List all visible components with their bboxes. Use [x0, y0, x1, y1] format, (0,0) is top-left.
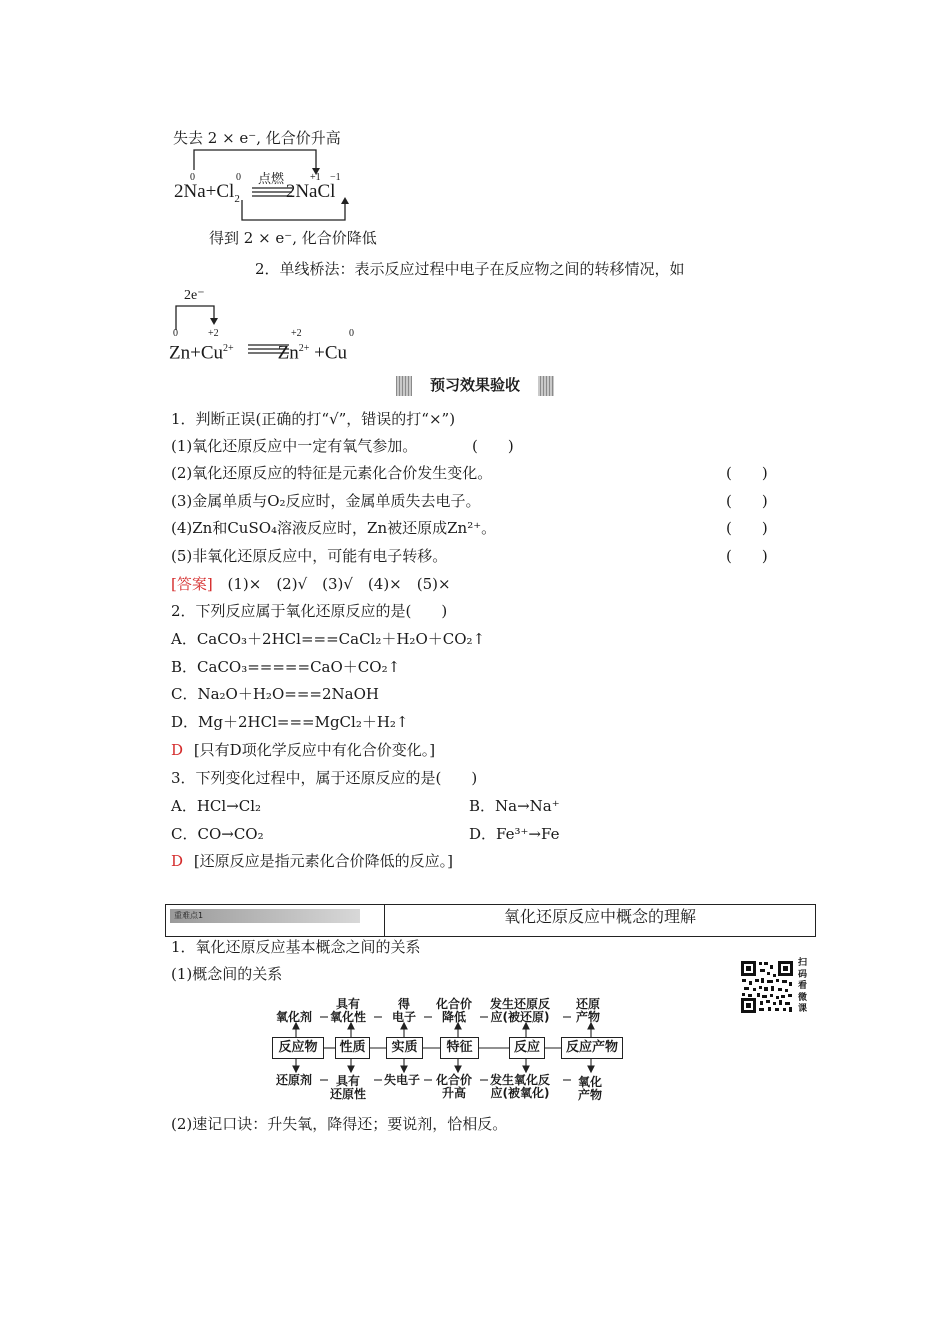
answer-text: (1)× (2)√ (3)√ (4)× (5)×	[227, 575, 451, 593]
q1-blank-4: ( )	[726, 519, 768, 537]
subsection-2: (2)速记口诀：升失氧，降得还；要说剂，恰相反。	[171, 1115, 508, 1133]
q1-item-5: (5)非氧化还原反应中，可能有电子转移。	[171, 547, 448, 565]
diagram-bottom-reducing	[330, 1075, 366, 1101]
ox-state-na: 0	[190, 172, 195, 183]
answer-explanation: [还原反应是指元素化合价降低的反应。]	[193, 852, 454, 870]
line: 发生氧化反	[490, 1073, 551, 1087]
q3-stem: 3．下列变化过程中，属于还原反应的是( )	[171, 769, 478, 787]
diagram-bottom-lose-electron: 失电子	[384, 1073, 421, 1087]
q1-blank-2: ( )	[726, 464, 768, 482]
diagram-top-oxidant: 氧化剂	[276, 1010, 313, 1024]
diagram-top-oxidizing	[330, 998, 366, 1024]
ox-state-nacl-na: +1	[310, 172, 321, 183]
q2-option-b: B．CaCO₃=====CaO＋CO₂↑	[171, 658, 401, 676]
ox-state-zn-ion: +2	[291, 328, 302, 339]
line: 降低	[442, 1010, 467, 1024]
diagram-box-essence: 实质	[386, 1037, 423, 1059]
line: 产物	[576, 1010, 601, 1024]
diagram-box-reactant: 反应物	[272, 1037, 324, 1059]
diagram-top-valence-down	[436, 998, 472, 1024]
q3-option-b: B．Na→Na⁺	[469, 797, 560, 815]
diagram-top-gain-electron	[392, 998, 416, 1024]
ox-state-cl: 0	[236, 172, 241, 183]
line: 发生还原反	[490, 997, 551, 1011]
q3-option-a: A．HCl→Cl₂	[171, 797, 262, 815]
product-zn-ion: Zn	[277, 342, 299, 364]
line: 还原性	[330, 1087, 367, 1101]
key-point-tag: 重难点1	[170, 909, 360, 923]
reactant-cl: Cl	[216, 181, 235, 202]
diagram-box-property: 性质	[335, 1037, 370, 1059]
line: 化合价	[436, 997, 473, 1011]
single-bridge-text: 2．单线桥法：表示反应过程中电子在反应物之间的转移情况，如	[255, 260, 685, 278]
line: 电子	[392, 1010, 417, 1024]
plus-sign: +	[314, 342, 325, 364]
ox-state-cu-ion: +2	[208, 328, 219, 339]
subsection-1: (1)概念间的关系	[171, 965, 283, 983]
q1-blank-1: ( )	[472, 437, 514, 455]
q1-stem: 1．判断正误(正确的打“√”，错误的打“×”)	[171, 410, 456, 428]
superscript: 2+	[223, 343, 234, 354]
q1-item-3: (3)金属单质与O₂反应时，金属单质失去电子。	[171, 492, 481, 510]
line: 还原	[576, 997, 601, 1011]
q1-blank-5: ( )	[726, 547, 768, 565]
q2-option-a: A．CaCO₃＋2HCl===CaCl₂＋H₂O＋CO₂↑	[171, 630, 486, 648]
line: 具有	[336, 997, 361, 1011]
ox-state-cu: 0	[349, 328, 354, 339]
diagram-box-reaction: 反应	[509, 1037, 545, 1059]
line: 应(被还原)	[490, 1010, 550, 1024]
electron-count: 2e⁻	[184, 288, 205, 303]
qr-label: 扫码看微课	[798, 958, 808, 1014]
reactant-zn: Zn	[169, 342, 191, 364]
reactant-cu-ion: Cu	[200, 342, 224, 364]
q2-option-c: C．Na₂O＋H₂O===2NaOH	[171, 685, 379, 703]
section-heading: 1．氧化还原反应基本概念之间的关系	[171, 938, 421, 956]
q3-option-d: D．Fe³⁺→Fe	[469, 825, 560, 843]
diagram-bottom-oxidation	[490, 1074, 550, 1100]
diagram-bottom-valence-up	[436, 1074, 472, 1100]
line: 产物	[578, 1088, 603, 1102]
answer-tag: [答案]	[171, 575, 213, 593]
product-nacl: 2NaCl	[285, 181, 336, 202]
electron-gain-label: 得到 2 × e⁻, 化合价降低	[209, 229, 377, 247]
q2-option-d: D．Mg＋2HCl===MgCl₂＋H₂↑	[171, 713, 409, 731]
superscript: 2+	[298, 343, 310, 354]
plus-sign: +	[205, 181, 217, 202]
line: 氧化	[578, 1075, 603, 1089]
line: 具有	[336, 1074, 361, 1088]
answer-letter: D	[171, 741, 184, 759]
subscript: 2	[234, 192, 240, 205]
line: 升高	[442, 1086, 467, 1100]
diagram-bottom-oxidized-product	[578, 1076, 602, 1102]
line: 得	[398, 997, 411, 1011]
answer-explanation: [只有D项化学反应中有化合价变化。]	[193, 741, 436, 759]
q2-stem: 2．下列反应属于氧化还原反应的是( )	[171, 602, 448, 620]
line: 氧化性	[330, 1010, 367, 1024]
answer-letter: D	[171, 852, 184, 870]
electron-loss-label: 失去 2 × e⁻, 化合价升高	[173, 129, 341, 147]
q1-item-2: (2)氧化还原反应的特征是元素化合价发生变化。	[171, 464, 493, 482]
product-cu: Cu	[324, 342, 348, 364]
line: 化合价	[436, 1073, 473, 1087]
diagram-box-feature: 特征	[440, 1037, 479, 1059]
ox-state-zn: 0	[173, 328, 178, 339]
key-point-title: 氧化还原反应中概念的理解	[503, 907, 696, 926]
ox-state-nacl-cl: −1	[330, 172, 341, 183]
line: 应(被氧化)	[490, 1086, 550, 1100]
q3-option-c: C．CO→CO₂	[171, 825, 264, 843]
plus-sign: +	[190, 342, 201, 364]
q1-item-1: (1)氧化还原反应中一定有氧气参加。	[171, 437, 418, 455]
reactant-na: 2Na	[174, 181, 206, 202]
diagram-bottom-reductant: 还原剂	[276, 1073, 313, 1087]
reaction-condition: 点燃	[258, 172, 285, 187]
q1-blank-3: ( )	[726, 492, 768, 510]
q1-item-4: (4)Zn和CuSO₄溶液反应时，Zn被还原成Zn²⁺。	[171, 519, 497, 537]
diagram-box-product: 反应产物	[561, 1037, 623, 1059]
diagram-top-reduced-product	[576, 998, 600, 1024]
diagram-top-reduction	[490, 998, 550, 1024]
section-banner: 预习效果验收	[429, 376, 520, 394]
